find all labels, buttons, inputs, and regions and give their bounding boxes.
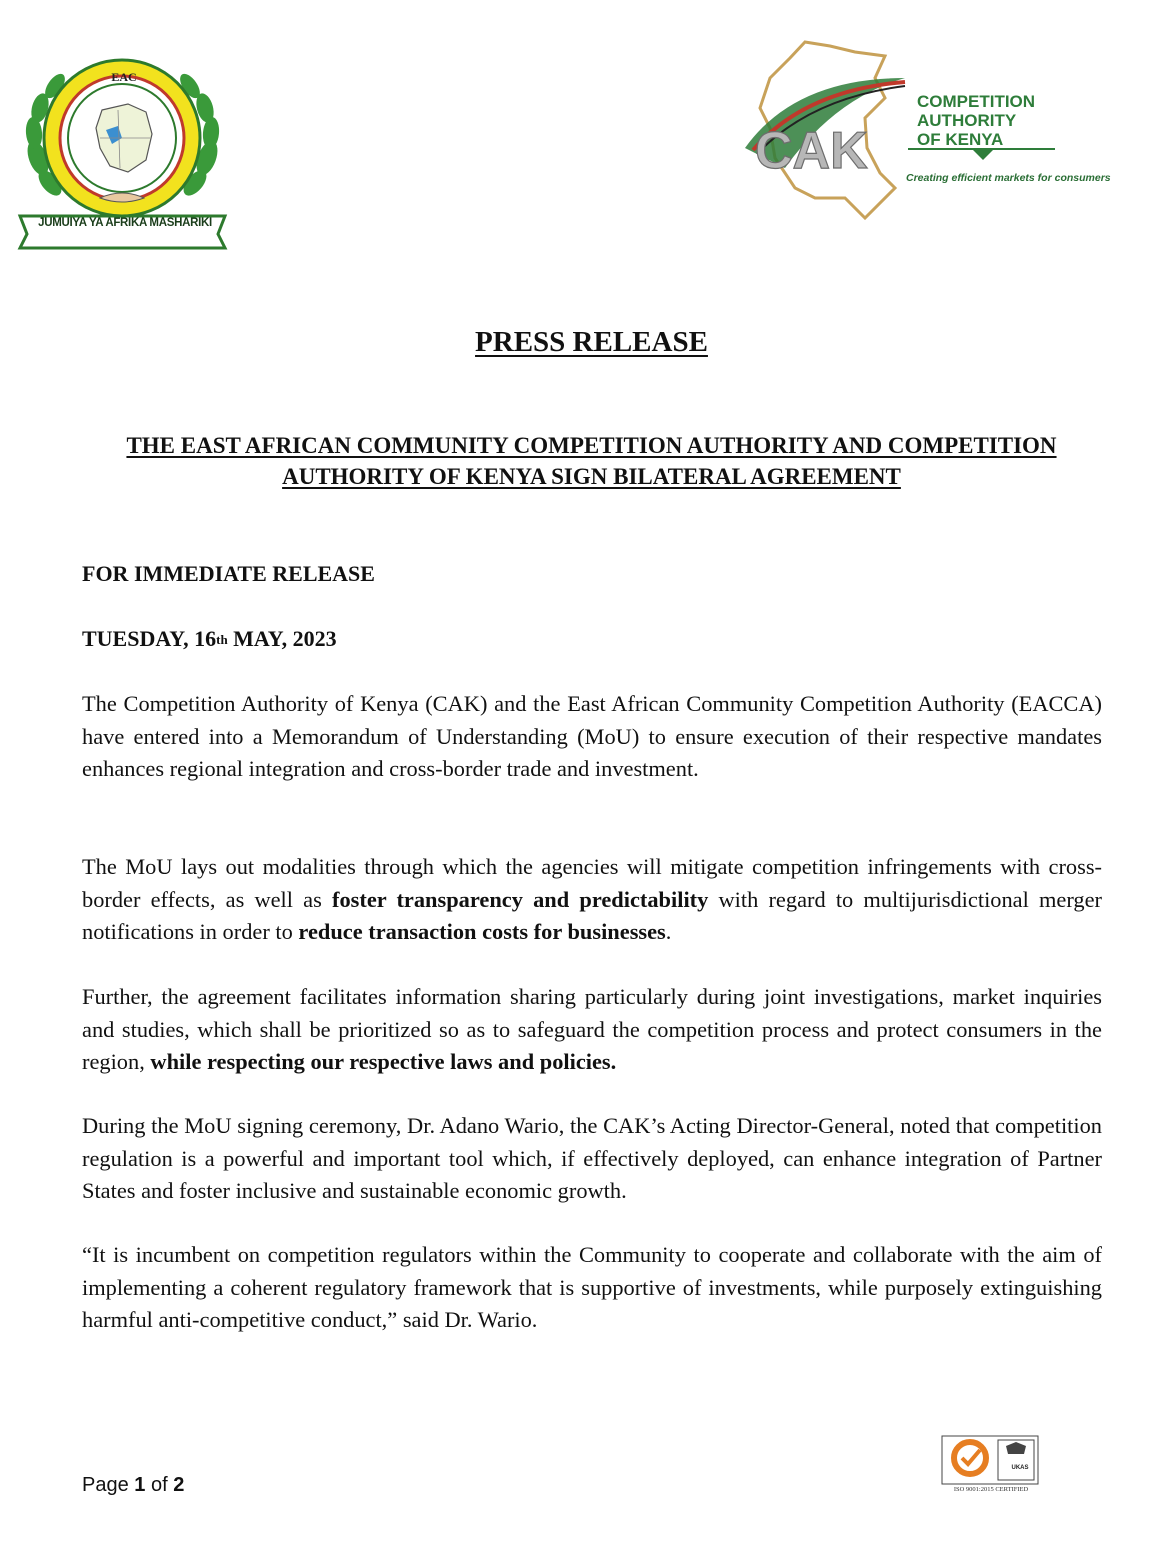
- headline: THE EAST AFRICAN COMMUNITY COMPETITION AUTHORITY AND COMPETITION AUTHORITY OF KENYA SIGN BILATERAL AGREEMENT: [126, 433, 1057, 489]
- date-suffix: MAY, 2023: [227, 626, 337, 651]
- date-ordinal: th: [216, 632, 228, 647]
- paragraph-2: [82, 851, 1102, 949]
- paragraph-3-text-a: Further, the agreement facilitates information sharing particularly during joint investigations, market inquiries and studies, which shall be prioritized so as to safeguard the competition process and protect consumers in the region,: [82, 984, 1102, 1074]
- paragraph-5-quote: “It is incumbent on competition regulators within the Community to cooperate and collaborate with the aim of implementing a coherent regulatory framework that is supportive of investments, while purposely extinguishing harmful anti-competitive conduct,” said Dr. Wario.: [82, 1242, 1102, 1332]
- cak-name-line-1: COMPETITION: [917, 92, 1036, 111]
- ukas-label: UKAS: [1011, 1465, 1029, 1471]
- page-title: PRESS RELEASE: [475, 326, 708, 358]
- paragraph-2-text-e: .: [665, 919, 672, 944]
- page-total: 2: [173, 1474, 185, 1496]
- paragraph-2-emphasis-2: reduce transaction costs for businesses: [298, 919, 666, 944]
- paragraph-1: The Competition Authority of Kenya (CAK) and the East African Community Competition Authority (EACCA) have entered into a Memorandum of Understanding (MoU) to ensure execution of their respective mandates enhances regional integration and cross-border trade and investment.: [82, 691, 1102, 781]
- release-date: [82, 626, 337, 652]
- paragraph-3-emphasis: while respecting our respective laws and policies.: [150, 1049, 617, 1074]
- cak-monogram: CAK: [755, 122, 868, 180]
- paragraph-2-text-c: with regard to multijurisdictional merger notifications in order to: [82, 886, 1103, 944]
- paragraph-4: During the MoU signing ceremony, Dr. Adano Wario, the CAK’s Acting Director-General, noted that competition regulation is a powerful and important tool which, if effectively deployed, can enhance integration of Partner States and foster inclusive and sustainable economic growth.: [82, 1113, 1102, 1203]
- cak-name: [917, 92, 1077, 149]
- iso-certification-label: ISO 9001:2015 CERTIFIED: [953, 1486, 1029, 1493]
- page-label: Page: [82, 1474, 135, 1496]
- paragraph-2-emphasis-1: foster transparency and predictability: [332, 886, 709, 912]
- eac-abbreviation: EAC: [111, 70, 137, 84]
- eac-motto: JUMUIYA YA AFRIKA MASHARIKI: [38, 217, 212, 229]
- paragraph-3: [82, 981, 1102, 1079]
- cak-name-line-2: AUTHORITY: [917, 111, 1017, 130]
- page-current: 1: [134, 1474, 146, 1496]
- page-of: of: [145, 1474, 174, 1496]
- cak-name-line-3: OF KENYA: [917, 130, 1004, 149]
- release-label: FOR IMMEDIATE RELEASE: [82, 561, 375, 586]
- paragraph-2-text-a: The MoU lays out modalities through which the agencies will mitigate competition infringements with cross-border effects, as well as: [82, 854, 1102, 912]
- page-number: [82, 1474, 184, 1497]
- date-prefix: TUESDAY, 16: [82, 626, 217, 651]
- cak-tagline: Creating efficient markets for consumers: [906, 172, 1111, 184]
